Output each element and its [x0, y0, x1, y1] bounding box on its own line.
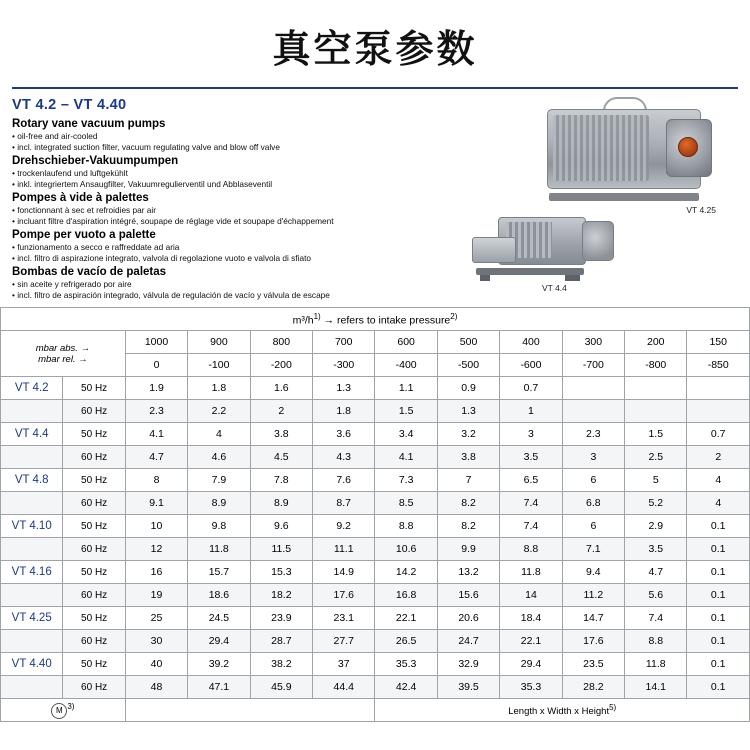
row-value-cell: 5 — [625, 469, 687, 492]
row-value-cell: 7.1 — [562, 538, 624, 561]
row-value-cell: 2.3 — [125, 400, 187, 423]
row-value-cell: 9.2 — [313, 515, 375, 538]
row-value-cell: 7.6 — [313, 469, 375, 492]
row-value-cell: 4.7 — [125, 446, 187, 469]
row-value-cell: 28.2 — [562, 676, 624, 699]
col-header-rel-3: -300 — [313, 354, 375, 377]
row-value-cell: 18.6 — [188, 584, 250, 607]
row-frequency-label: 50 Hz — [63, 423, 125, 446]
motor-icon: M — [51, 703, 67, 719]
row-model-label: VT 4.10 — [1, 515, 63, 538]
table-row — [1, 561, 750, 584]
row-value-cell: 3.8 — [437, 446, 499, 469]
row-frequency-label: 60 Hz — [63, 538, 125, 561]
col-header-abs-0: 1000 — [125, 331, 187, 354]
row-value-cell: 22.1 — [500, 630, 562, 653]
col-header-abs-1: 900 — [188, 331, 250, 354]
row-value-cell: 28.7 — [250, 630, 312, 653]
row-frequency-label: 60 Hz — [63, 446, 125, 469]
row-value-cell — [625, 400, 687, 423]
row-value-cell: 30 — [125, 630, 187, 653]
row-value-cell: 8 — [125, 469, 187, 492]
col-header-abs-9: 150 — [687, 331, 750, 354]
row-value-cell: 32.9 — [437, 653, 499, 676]
row-value-cell: 0.7 — [500, 377, 562, 400]
row-model-label: VT 4.4 — [1, 423, 63, 446]
row-value-cell: 6.8 — [562, 492, 624, 515]
row-value-cell: 9.6 — [250, 515, 312, 538]
row-frequency-label: 60 Hz — [63, 676, 125, 699]
row-value-cell: 1.9 — [125, 377, 187, 400]
row-value-cell: 5.6 — [625, 584, 687, 607]
row-value-cell: 1.8 — [313, 400, 375, 423]
row-value-cell: 27.7 — [313, 630, 375, 653]
row-value-cell: 1.6 — [250, 377, 312, 400]
row-value-cell: 10 — [125, 515, 187, 538]
row-value-cell: 3.6 — [313, 423, 375, 446]
row-value-cell: 11.2 — [562, 584, 624, 607]
product-header — [0, 89, 750, 307]
row-model-label — [1, 492, 63, 515]
row-value-cell: 4.7 — [625, 561, 687, 584]
row-value-cell: 8.8 — [500, 538, 562, 561]
row-value-cell: 23.9 — [250, 607, 312, 630]
photo-caption-large: VT 4.25 — [686, 205, 716, 215]
row-value-cell: 24.5 — [188, 607, 250, 630]
row-value-cell: 8.2 — [437, 515, 499, 538]
row-value-cell: 2.9 — [625, 515, 687, 538]
row-value-cell: 0.1 — [687, 584, 750, 607]
row-model-label — [1, 400, 63, 423]
lang-block-fr — [12, 191, 482, 227]
row-value-cell — [625, 377, 687, 400]
page-title: 真空泵参数 — [272, 27, 478, 71]
lang-title-fr: Pompes à vide à palettes — [12, 191, 149, 204]
pump-cooling-fins-shape — [553, 115, 649, 181]
row-value-cell: 44.4 — [313, 676, 375, 699]
col-header-rel-2: -200 — [250, 354, 312, 377]
row-value-cell: 15.7 — [188, 561, 250, 584]
row-value-cell: 1.3 — [437, 400, 499, 423]
language-blocks — [12, 117, 482, 301]
col-header-rel-6: -600 — [500, 354, 562, 377]
lang-title-en: Rotary vane vacuum pumps — [12, 118, 166, 130]
lang-block-it — [12, 228, 482, 264]
row-model-label — [1, 584, 63, 607]
row-value-cell: 3.2 — [437, 423, 499, 446]
row-frequency-label: 60 Hz — [63, 492, 125, 515]
pump-small-feet-shape — [480, 275, 580, 281]
row-value-cell: 42.4 — [375, 676, 437, 699]
row-value-cell: 4.5 — [250, 446, 312, 469]
lang-title-it: Pompe per vuoto a palette — [12, 228, 156, 241]
row-value-cell: 3.5 — [625, 538, 687, 561]
row-value-cell: 22.1 — [375, 607, 437, 630]
col-header-rel-8: -800 — [625, 354, 687, 377]
row-value-cell: 37 — [313, 653, 375, 676]
table-row — [1, 653, 750, 676]
pump-base-shape — [549, 193, 699, 201]
row-value-cell: 17.6 — [313, 584, 375, 607]
row-frequency-label: 50 Hz — [63, 561, 125, 584]
row-value-cell: 4.1 — [375, 446, 437, 469]
row-value-cell: 1.8 — [188, 377, 250, 400]
lang-title-es: Bombas de vacío de paletas — [12, 265, 167, 278]
row-value-cell: 2.5 — [625, 446, 687, 469]
table-row — [1, 423, 750, 446]
lang-line-it-2: • incl. filtro di aspirazione integrato, valvola di regolazione vuoto e valvola di sfiato — [12, 252, 311, 263]
row-value-cell: 1.1 — [375, 377, 437, 400]
row-value-cell: 13.2 — [437, 561, 499, 584]
row-value-cell: 8.5 — [375, 492, 437, 515]
table-row — [1, 446, 750, 469]
row-value-cell: 18.4 — [500, 607, 562, 630]
table-row — [1, 630, 750, 653]
pump-small-tank-shape — [472, 237, 516, 263]
row-value-cell: 4 — [687, 492, 750, 515]
row-value-cell: 18.2 — [250, 584, 312, 607]
row-value-cell: 14.1 — [625, 676, 687, 699]
pump-photo-small — [470, 203, 620, 281]
col-header-rel-1: -100 — [188, 354, 250, 377]
row-value-cell: 6 — [562, 469, 624, 492]
row-value-cell: 3 — [562, 446, 624, 469]
pump-small-motor-shape — [582, 221, 614, 261]
row-frequency-label: 50 Hz — [63, 469, 125, 492]
row-value-cell: 8.8 — [375, 515, 437, 538]
row-value-cell: 15.6 — [437, 584, 499, 607]
col-header-rel-5: -500 — [437, 354, 499, 377]
band-suffix-footnote: 2) — [450, 311, 458, 321]
row-value-cell: 14.9 — [313, 561, 375, 584]
row-value-cell: 1.5 — [625, 423, 687, 446]
row-value-cell: 9.4 — [562, 561, 624, 584]
row-value-cell: 0.7 — [687, 423, 750, 446]
table-band-row — [1, 308, 750, 331]
table-row — [1, 515, 750, 538]
row-value-cell: 0.1 — [687, 538, 750, 561]
row-value-cell: 1.3 — [313, 377, 375, 400]
lang-block-en — [12, 117, 482, 153]
col-header-abs-3: 700 — [313, 331, 375, 354]
row-value-cell: 1.5 — [375, 400, 437, 423]
row-value-cell: 8.2 — [437, 492, 499, 515]
row-value-cell: 7.9 — [188, 469, 250, 492]
band-unit: m³/h — [292, 314, 314, 327]
axis-label-cell — [1, 331, 126, 377]
lang-line-it-1: • funzionamento a secco e raffreddate ad aria — [12, 242, 180, 253]
table-row — [1, 538, 750, 561]
row-value-cell: 8.7 — [313, 492, 375, 515]
row-value-cell: 23.5 — [562, 653, 624, 676]
row-value-cell: 0.1 — [687, 607, 750, 630]
row-model-label: VT 4.40 — [1, 653, 63, 676]
lang-line-fr-1: • fonctionnant à sec et refroidies par air — [12, 205, 157, 216]
row-model-label — [1, 538, 63, 561]
row-value-cell: 4.1 — [125, 423, 187, 446]
row-value-cell: 11.8 — [188, 538, 250, 561]
product-photos — [470, 93, 740, 303]
row-frequency-label: 50 Hz — [63, 653, 125, 676]
row-value-cell: 35.3 — [500, 676, 562, 699]
row-value-cell: 3.8 — [250, 423, 312, 446]
table-row — [1, 492, 750, 515]
row-model-label — [1, 676, 63, 699]
row-value-cell: 5.2 — [625, 492, 687, 515]
row-value-cell: 29.4 — [188, 630, 250, 653]
row-value-cell: 2 — [687, 446, 750, 469]
row-value-cell: 0.1 — [687, 515, 750, 538]
row-value-cell: 11.5 — [250, 538, 312, 561]
col-header-abs-5: 500 — [437, 331, 499, 354]
footer-row — [1, 699, 750, 722]
row-value-cell: 9.1 — [125, 492, 187, 515]
pump-photo-large — [533, 95, 718, 203]
axis-label-abs: mbar abs. → — [35, 342, 91, 354]
row-value-cell: 0.1 — [687, 676, 750, 699]
col-header-abs-4: 600 — [375, 331, 437, 354]
row-value-cell: 40 — [125, 653, 187, 676]
row-value-cell: 11.8 — [625, 653, 687, 676]
footer-blank-cell — [125, 699, 375, 722]
row-value-cell: 7.3 — [375, 469, 437, 492]
lang-line-es-1: • sin aceite y refrigerado por aire — [12, 279, 132, 290]
row-value-cell: 12 — [125, 538, 187, 561]
pump-small-base-shape — [476, 268, 584, 275]
row-frequency-label: 50 Hz — [63, 377, 125, 400]
col-header-abs-2: 800 — [250, 331, 312, 354]
row-value-cell: 0.1 — [687, 653, 750, 676]
row-value-cell: 26.5 — [375, 630, 437, 653]
lang-block-es — [12, 265, 482, 301]
row-model-label: VT 4.25 — [1, 607, 63, 630]
row-frequency-label: 60 Hz — [63, 630, 125, 653]
row-value-cell: 4.6 — [188, 446, 250, 469]
table-header-abs — [1, 331, 750, 354]
row-value-cell: 15.3 — [250, 561, 312, 584]
row-frequency-label: 50 Hz — [63, 515, 125, 538]
row-value-cell — [687, 400, 750, 423]
col-header-rel-9: -850 — [687, 354, 750, 377]
table-row — [1, 400, 750, 423]
row-value-cell: 9.8 — [188, 515, 250, 538]
row-model-label: VT 4.16 — [1, 561, 63, 584]
footer-motor-cell — [1, 699, 126, 722]
row-value-cell: 8.8 — [625, 630, 687, 653]
axis-label-rel: mbar rel. → — [38, 353, 88, 365]
row-value-cell: 7.4 — [500, 515, 562, 538]
table-body — [1, 377, 750, 699]
lang-line-es-2: • incl. filtro de aspiración integrado, válvula de regulación de vacío y válvula de escape — [12, 289, 330, 300]
band-suffix: → refers to intake pressure — [323, 314, 451, 327]
row-value-cell — [687, 377, 750, 400]
col-header-rel-0: 0 — [125, 354, 187, 377]
row-value-cell — [562, 377, 624, 400]
row-value-cell: 14.7 — [562, 607, 624, 630]
row-value-cell: 0.9 — [437, 377, 499, 400]
col-header-abs-7: 300 — [562, 331, 624, 354]
page-title-bar — [0, 0, 750, 81]
row-value-cell: 11.1 — [313, 538, 375, 561]
row-value-cell: 14.2 — [375, 561, 437, 584]
row-value-cell: 4 — [188, 423, 250, 446]
lang-line-de-1: • trockenlaufend und luftgekühlt — [12, 168, 128, 179]
row-value-cell: 3.5 — [500, 446, 562, 469]
row-frequency-label: 60 Hz — [63, 584, 125, 607]
row-value-cell: 2 — [250, 400, 312, 423]
row-value-cell: 6.5 — [500, 469, 562, 492]
col-header-abs-6: 400 — [500, 331, 562, 354]
col-header-abs-8: 200 — [625, 331, 687, 354]
row-model-label: VT 4.8 — [1, 469, 63, 492]
lang-line-en-1: • oil-free and air-cooled — [12, 131, 98, 142]
row-value-cell: 7.4 — [625, 607, 687, 630]
table-row — [1, 607, 750, 630]
col-header-rel-4: -400 — [375, 354, 437, 377]
row-value-cell: 24.7 — [437, 630, 499, 653]
row-value-cell: 39.5 — [437, 676, 499, 699]
lang-line-fr-2: • incluant filtre d'aspiration intégré, soupape de réglage vide et soupape d'échappement — [12, 216, 334, 227]
row-value-cell: 3 — [500, 423, 562, 446]
row-value-cell: 20.6 — [437, 607, 499, 630]
row-value-cell: 14 — [500, 584, 562, 607]
row-value-cell: 35.3 — [375, 653, 437, 676]
row-frequency-label: 60 Hz — [63, 400, 125, 423]
row-value-cell: 48 — [125, 676, 187, 699]
row-value-cell: 16 — [125, 561, 187, 584]
row-model-label: VT 4.2 — [1, 377, 63, 400]
row-value-cell: 39.2 — [188, 653, 250, 676]
row-value-cell: 47.1 — [188, 676, 250, 699]
table-row — [1, 469, 750, 492]
row-value-cell — [562, 400, 624, 423]
row-value-cell: 4 — [687, 469, 750, 492]
lang-title-de: Drehschieber-Vakuumpumpen — [12, 154, 179, 167]
lang-block-de — [12, 154, 482, 190]
row-value-cell: 2.2 — [188, 400, 250, 423]
row-value-cell: 7.8 — [250, 469, 312, 492]
row-value-cell: 16.8 — [375, 584, 437, 607]
performance-table — [0, 307, 750, 722]
table-row — [1, 584, 750, 607]
band-unit-footnote: 1) — [313, 311, 321, 321]
lang-line-en-2: • incl. integrated suction filter, vacuum regulating valve and blow off valve — [12, 142, 280, 153]
row-value-cell: 8.9 — [188, 492, 250, 515]
row-value-cell: 7 — [437, 469, 499, 492]
model-range: VT 4.2 – VT 4.40 — [12, 97, 127, 113]
row-value-cell: 10.6 — [375, 538, 437, 561]
table-band-title — [1, 308, 750, 331]
row-value-cell: 7.4 — [500, 492, 562, 515]
row-value-cell: 9.9 — [437, 538, 499, 561]
footer-dimensions-footnote: 5) — [609, 702, 617, 712]
row-value-cell: 6 — [562, 515, 624, 538]
row-value-cell: 0.1 — [687, 561, 750, 584]
row-model-label — [1, 446, 63, 469]
row-value-cell: 0.1 — [687, 630, 750, 653]
row-value-cell: 3.4 — [375, 423, 437, 446]
row-value-cell: 2.3 — [562, 423, 624, 446]
motor-footnote: 3) — [67, 701, 75, 711]
row-value-cell: 1 — [500, 400, 562, 423]
lang-line-de-2: • inkl. integriertem Ansaugfilter, Vakuumregulierventil und Abblaseventil — [12, 179, 273, 190]
row-value-cell: 17.6 — [562, 630, 624, 653]
footer-dimensions-cell — [375, 699, 750, 722]
row-value-cell: 25 — [125, 607, 187, 630]
row-frequency-label: 50 Hz — [63, 607, 125, 630]
row-value-cell: 11.8 — [500, 561, 562, 584]
row-value-cell: 45.9 — [250, 676, 312, 699]
row-value-cell: 4.3 — [313, 446, 375, 469]
row-value-cell: 38.2 — [250, 653, 312, 676]
row-value-cell: 23.1 — [313, 607, 375, 630]
row-value-cell: 19 — [125, 584, 187, 607]
pump-intake-port-shape — [678, 137, 698, 157]
photo-caption-small: VT 4.4 — [542, 283, 567, 293]
table-row — [1, 676, 750, 699]
table-row — [1, 377, 750, 400]
col-header-rel-7: -700 — [562, 354, 624, 377]
row-value-cell: 8.9 — [250, 492, 312, 515]
footer-dimensions-label: Length x Width x Height — [508, 706, 610, 718]
row-model-label — [1, 630, 63, 653]
row-value-cell: 29.4 — [500, 653, 562, 676]
